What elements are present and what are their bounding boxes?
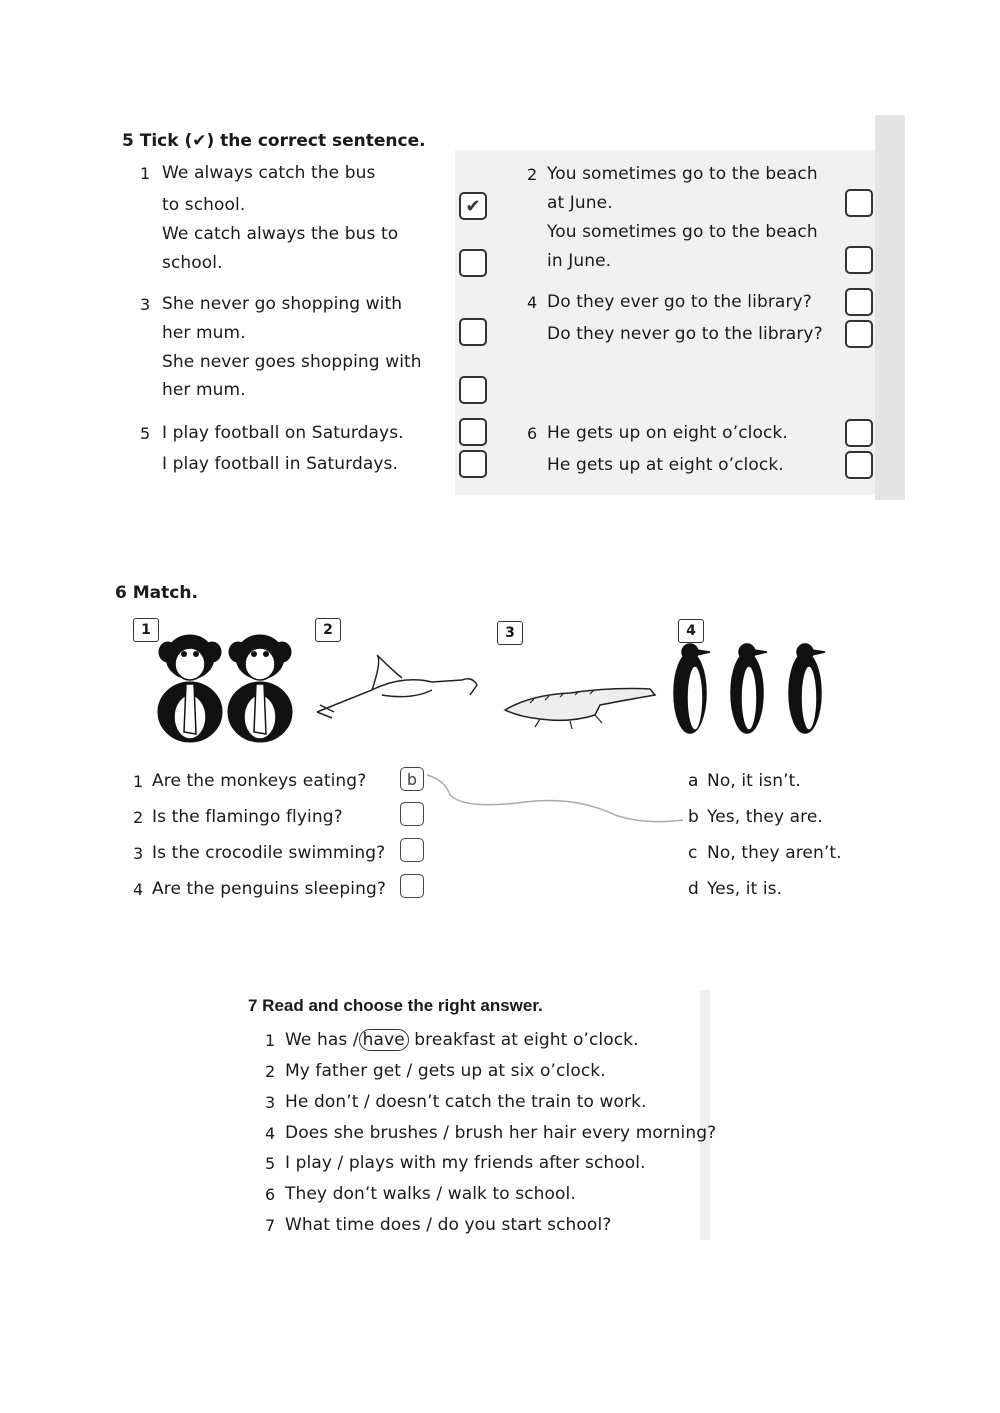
tick-box[interactable] (845, 451, 873, 479)
tick-box[interactable] (845, 419, 873, 447)
exercise-5-heading: 5 Tick (✔) the correct sentence. (122, 131, 426, 151)
answer-letter: c (688, 843, 698, 863)
sentence-option-cont: school. (162, 253, 223, 273)
sentence-option: He gets up on eight o’clock. (547, 423, 788, 443)
sentence-line (285, 1030, 639, 1050)
crocodile-swimming-icon (500, 675, 660, 730)
tick-box[interactable] (459, 418, 487, 446)
question-number: 4 (133, 880, 144, 899)
scan-shadow (875, 115, 905, 500)
item-number: 1 (140, 164, 151, 183)
tick-box[interactable] (459, 376, 487, 404)
tick-box[interactable] (459, 249, 487, 277)
sentence-option: We always catch the bus (162, 163, 376, 183)
question-text: Are the monkeys eating? (152, 771, 367, 791)
sentence-line: My father get / gets up at six o’clock. (285, 1061, 606, 1081)
tick-box[interactable] (845, 189, 873, 217)
answer-box[interactable] (400, 802, 424, 826)
sentence-option-cont: her mum. (162, 323, 246, 343)
tick-mark-icon: ✔ (465, 195, 481, 217)
sentence-before: We has / (285, 1030, 359, 1050)
tick-box[interactable] (845, 320, 873, 348)
sentence-option-cont: to school. (162, 195, 246, 215)
item-number: 4 (265, 1124, 276, 1143)
sentence-line: They don’t walks / walk to school. (285, 1184, 576, 1204)
question-text: Are the penguins sleeping? (152, 879, 386, 899)
flamingo-flying-icon (312, 640, 482, 725)
item-number: 3 (265, 1093, 276, 1112)
item-number: 6 (527, 424, 538, 443)
item-number: 3 (140, 295, 151, 314)
picture-number: 4 (678, 619, 704, 643)
match-line (425, 770, 685, 850)
picture-number: 2 (315, 618, 341, 642)
sentence-option-cont: at June. (547, 193, 613, 213)
answer-letter: d (688, 879, 699, 899)
item-number: 6 (265, 1185, 276, 1204)
picture-number: 1 (133, 618, 159, 642)
sentence-option: She never goes shopping with (162, 352, 422, 372)
sentence-option: I play football in Saturdays. (162, 454, 398, 474)
question-number: 3 (133, 844, 144, 863)
item-number: 2 (527, 165, 538, 184)
sentence-after: breakfast at eight o’clock. (408, 1030, 639, 1050)
question-number: 1 (133, 772, 144, 791)
answer-text: No, it isn’t. (707, 771, 801, 791)
sentence-option: You sometimes go to the beach (547, 164, 818, 184)
sentence-option: I play football on Saturdays. (162, 423, 404, 443)
answer-box[interactable]: b (400, 767, 424, 791)
answer-box[interactable] (400, 874, 424, 898)
tick-box[interactable] (845, 246, 873, 274)
tick-box[interactable] (845, 288, 873, 316)
item-number: 5 (140, 424, 151, 443)
question-text: Is the crocodile swimming? (152, 843, 386, 863)
answer-text: Yes, it is. (707, 879, 783, 899)
item-number: 7 (265, 1216, 276, 1235)
sentence-option: He gets up at eight o’clock. (547, 455, 784, 475)
monkeys-eating-icon (148, 622, 308, 747)
answer-letter: a (688, 771, 699, 791)
penguins-icon (665, 638, 830, 738)
item-number: 1 (265, 1031, 276, 1050)
circled-choice[interactable]: have (359, 1029, 409, 1051)
exercise-7-heading: 7 Read and choose the right answer. (248, 996, 543, 1015)
picture-number: 3 (497, 621, 523, 645)
answer-letter: b (688, 807, 699, 827)
item-number: 4 (527, 293, 538, 312)
exercise-6-heading: 6 Match. (115, 583, 198, 603)
question-number: 2 (133, 808, 144, 827)
tick-box[interactable] (459, 318, 487, 346)
sentence-option: You sometimes go to the beach (547, 222, 818, 242)
sentence-option-cont: in June. (547, 251, 612, 271)
answer-text: No, they aren’t. (707, 843, 842, 863)
sentence-option: Do they never go to the library? (547, 324, 823, 344)
item-number: 2 (265, 1062, 276, 1081)
answer-text: Yes, they are. (707, 807, 823, 827)
answer-box[interactable] (400, 838, 424, 862)
sentence-line: Does she brushes / brush her hair every morning? (285, 1123, 717, 1143)
sentence-line: What time does / do you start school? (285, 1215, 612, 1235)
sentence-line: He don’t / doesn’t catch the train to work. (285, 1092, 647, 1112)
scan-shadow (455, 150, 875, 495)
sentence-option: She never go shopping with (162, 294, 403, 314)
item-number: 5 (265, 1154, 276, 1173)
sentence-option: Do they ever go to the library? (547, 292, 812, 312)
scan-shadow (700, 990, 710, 1240)
sentence-option-cont: her mum. (162, 380, 246, 400)
sentence-line: I play / plays with my friends after school. (285, 1153, 646, 1173)
sentence-option: We catch always the bus to (162, 224, 399, 244)
tick-box[interactable] (459, 192, 487, 220)
tick-box[interactable] (459, 450, 487, 478)
question-text: Is the flamingo flying? (152, 807, 343, 827)
